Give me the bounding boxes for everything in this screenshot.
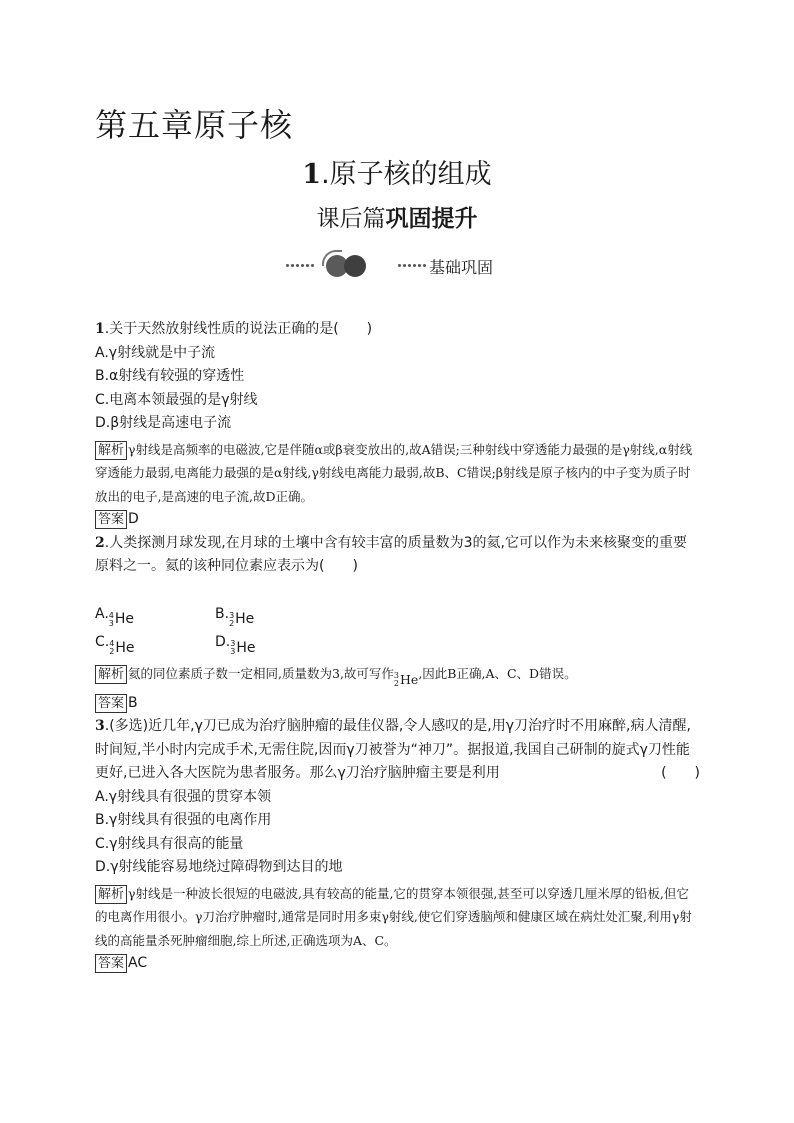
analysis-tag: 解析 [95,885,127,904]
banner-dots-right [398,264,428,267]
section-title [0,152,794,191]
question-2-option-d: D. 3 3 He [215,634,256,657]
banner-circle-icon [344,255,366,277]
question-3-analysis: 解析 γ射线是一种波长很短的电磁波,具有较高的能量,它的贯穿本领很强,甚至可以穿透几厘米厚的铅板,但它的电离作用很小。γ刀治疗肿瘤时,通常是同时用多束γ射线,使它们穿透脑颅和健康区域在病灶处汇聚,利用γ射线的高能量杀死肿瘤细胞,综上所述,正确选项为A、C。 [95,885,692,948]
sub-title [0,200,794,233]
banner-label: 基础巩固 [429,258,494,277]
question-1-option-c: C.电离本领最强的是γ射线 [95,391,258,408]
question-2-options-row-2 [95,631,700,660]
question-3-stem-line2: 时间短,半小时内完成手术,无需住院,因而γ刀被誉为“神刀”。据报道,我国自己研制的旋式γ刀性能 [95,741,690,758]
question-3-option-d: D.γ射线能容易地绕过障碍物到达目的地 [95,859,343,876]
question-3-option-c: C.γ射线具有很高的能量 [95,835,244,852]
question-3-paren: ( ) [661,765,700,782]
question-2-option-a: A. 4 3 He [95,605,135,628]
banner-dots-left [286,264,316,267]
question-2-answer: 答案 B [95,692,700,716]
question-2-analysis: 解析 氦的同位素质子数一定相同,质量数为3,故可写作 3 2 He ,因此B正确,A、C、D错误。 [95,662,700,692]
chapter-title: 第五章原子核 [95,106,294,144]
question-2-option-c: C. 4 2 He [95,634,135,657]
question-2-stem: 2.人类探测月球发现,在月球的土壤中含有较丰富的质量数为3的氦,它可以作为未来核聚变的重要 [95,534,688,551]
section-number: 1 [302,159,322,190]
section-banner [286,250,546,280]
section-title-text: .原子核的组成 [321,159,492,190]
question-3-answer: 答案 AC [95,952,700,976]
answer-tag: 答案 [95,510,127,529]
question-3-stem-line3: 更好,已进入各大医院为患者服务。那么γ刀治疗脑肿瘤主要是利用 ( ) [95,762,700,786]
question-3-stem: 3.(多选)近几年,γ刀已成为治疗脑肿瘤的最佳仪器,令人感叹的是,用γ刀治疗时不用麻醉,病人清醒, [95,718,691,735]
question-1-option-d: D.β射线是高速电子流 [95,415,232,431]
answer-tag: 答案 [95,954,127,973]
analysis-tag: 解析 [95,441,127,460]
question-1-answer: 答案 D [95,508,700,532]
question-3-option-b: B.γ射线具有很强的电离作用 [95,812,272,829]
sub-title-plain: 课后篇 [316,206,386,232]
question-1-option-a: A.γ射线就是中子流 [95,344,216,361]
question-2-option-b: B. 3 2 He [215,605,255,628]
questions-content [95,318,700,976]
question-1-option-b: B.α射线有较强的穿透性 [95,368,245,384]
question-2-options-row-1 [95,603,700,632]
answer-tag: 答案 [95,694,127,713]
question-1-analysis: 解析 γ射线是高频率的电磁波,它是伴随α或β衰变放出的,故A错误;三种射线中穿透能力最强的是γ射线,α射线穿透能力最弱,电离能力最强的是α射线,γ射线电离能力最弱,故B、C错误;β射线是原子核内的中子变为质子时放出的电子,是高速的电子流,故D正确。 [95,441,693,504]
question-1-stem: 1.关于天然放射线性质的说法正确的是( ) [95,321,373,337]
question-2-stem-line2: 原料之一。氦的该种同位素应表示为( ) [95,558,358,574]
question-3-option-a: A.γ射线具有很强的贯穿本领 [95,788,272,805]
analysis-tag: 解析 [95,665,127,684]
sub-title-bold: 巩固提升 [385,206,478,232]
